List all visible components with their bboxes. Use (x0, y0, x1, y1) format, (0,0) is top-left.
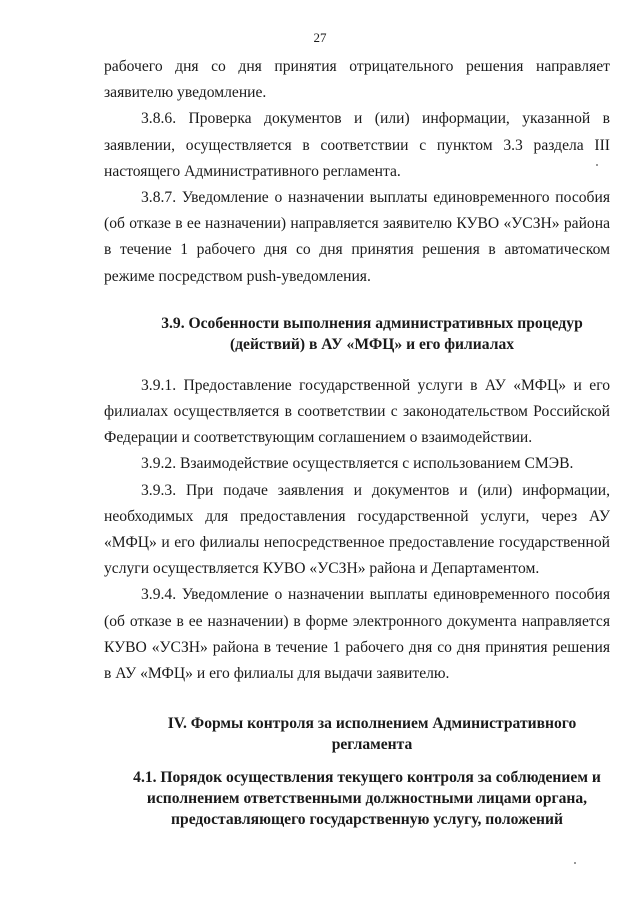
scan-speck (596, 164, 598, 166)
paragraph-3-8-7: 3.8.7. Уведомление о назначении выплаты единовременного пособия (об отказе в ее назначении) направляется заявителю КУВО «УСЗН» района в течение 1 рабочего дня со дня принятия решения в автоматическом режиме посредством push-уведомления. (104, 189, 610, 285)
page-number: 27 (313, 30, 327, 45)
paragraph-3-9-4: 3.9.4. Уведомление о назначении выплаты единовременного пособия (об отказе в ее назначении) в форме электронного документа направляется КУВО «УСЗН» района в течение 1 рабочего дня со дня принятия решения в АУ «МФЦ» и его филиалы для выдачи заявителю. (104, 586, 610, 683)
section-heading-3-9: 3.9. Особенности выполнения административных процедур (действий) в АУ «МФЦ» и его филиалах (161, 314, 583, 353)
paragraph-3-9-1: 3.9.1. Предоставление государственной услуги в АУ «МФЦ» и его филиалах осуществляется в соответствии с законодательством Российской Федерации и соответствующим соглашением о взаимодействии. (104, 376, 610, 447)
paragraph-3-9-2: 3.9.2. Взаимодействие осуществляется с использованием СМЭВ. (141, 455, 574, 473)
document-body (104, 54, 610, 830)
paragraph-3-9-3: 3.9.3. При подаче заявления и документов и (или) информации, необходимых для предоставления государственной услуги, через АУ «МФЦ» и его филиалы непосредственное предоставление государственной услуги осуществляется КУВО «УСЗН» района и Департаментом. (104, 481, 610, 578)
scan-speck (574, 862, 576, 864)
paragraph-continuation: рабочего дня со дня принятия отрицательного решения направляет заявителю уведомление. (104, 58, 610, 102)
section-heading-4-1: 4.1. Порядок осуществления текущего контроля за соблюдением и исполнением ответственными должностными лицами органа, предоставляющего государственную услугу, положений (133, 769, 601, 829)
section-heading-iv: IV. Формы контроля за исполнением Административного регламента (167, 715, 577, 754)
paragraph-3-8-6: 3.8.6. Проверка документов и (или) информации, указанной в заявлении, осуществляется в соответствии с пунктом 3.3 раздела III настоящего Административного регламента. (104, 110, 610, 180)
